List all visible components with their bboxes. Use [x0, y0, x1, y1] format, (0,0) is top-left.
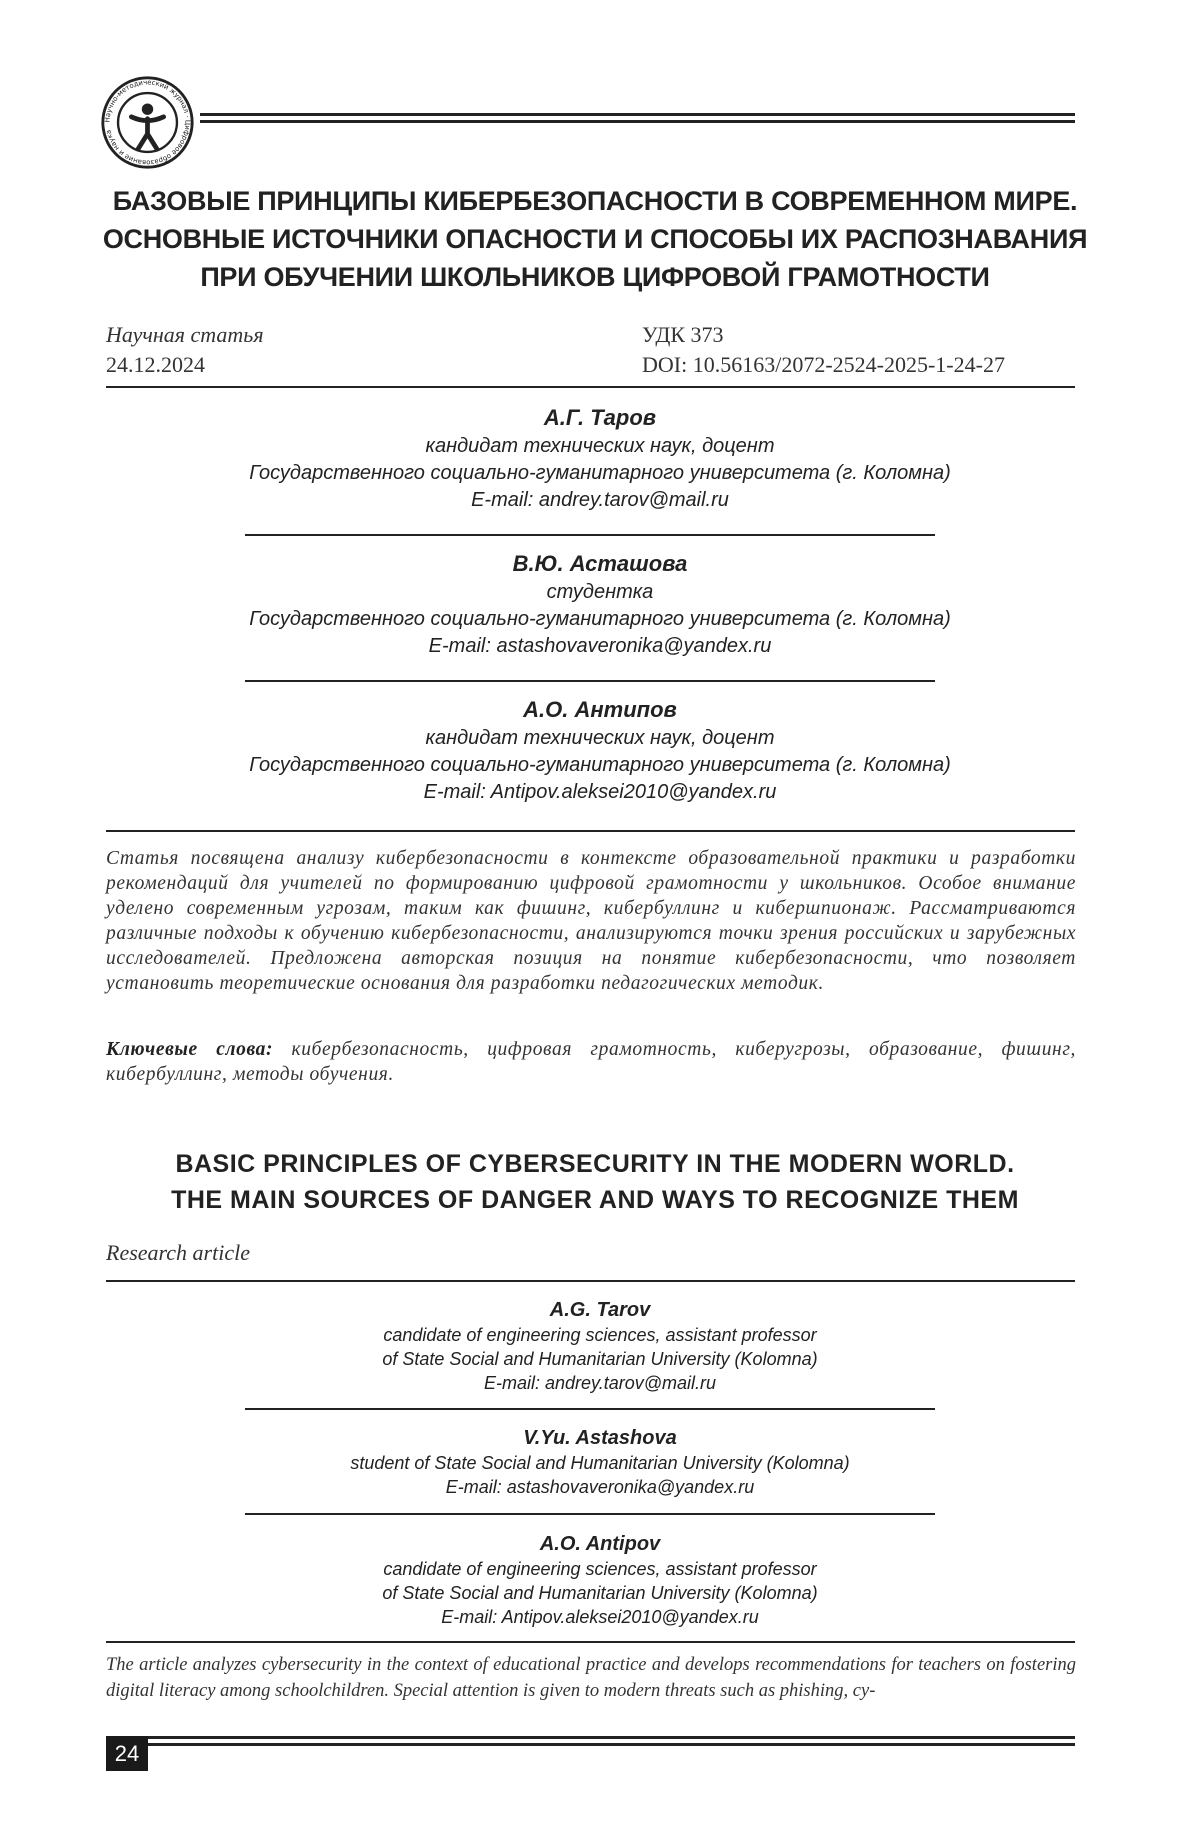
keywords-label: Ключевые слова: [106, 1039, 274, 1060]
author-name: А.О. Антипов [523, 697, 677, 722]
title-ru [95, 182, 1095, 296]
author-position: студентка [546, 581, 654, 603]
abstract-ru: Статья посвящена анализу кибербезопасности в контексте образовательной практики и разработки рекомендаций для учителей по формированию цифровой грамотности у школьников. Особое внимание уделено современным угрозам, таким как фишинг, кибербуллинг и кибершпионаж. Рассматриваются различные подходы к обучению кибербезопасности, анализируются точки зрения российских и зарубежных исследователей. Предложена авторская позиция на понятие кибербезопасности, что позволяет установить теоретические основания для разработки педагогических методик. [106, 848, 1076, 994]
author-email: E-mail: Antipov.aleksei2010@yandex.ru [441, 1607, 759, 1627]
author-divider [245, 1513, 935, 1515]
article-type-en: Research article [106, 1240, 250, 1265]
page-number: 24 [106, 1736, 148, 1771]
footer-rule [106, 1736, 1075, 1750]
keywords-ru [106, 1037, 1076, 1087]
author-email: E-mail: Antipov.aleksei2010@yandex.ru [423, 781, 777, 803]
keywords-text: кибербезопасность, цифровая грамотность, киберугрозы, образование, фишинг, кибербуллинг, методы обучения. [106, 1039, 1076, 1085]
author-divider [245, 534, 935, 536]
logo-figure-head [142, 104, 153, 115]
meta-right [642, 320, 1005, 380]
author-email: E-mail: astashovaveronika@yandex.ru [428, 635, 772, 657]
author-name: В.Ю. Асташова [512, 551, 688, 576]
author-ru-1 [100, 403, 1100, 514]
author-en-1 [100, 1297, 1100, 1395]
author-affiliation: Государственного социально-гуманитарного университета (г. Коломна) [249, 754, 951, 776]
author-position: кандидат технических наук, доцент [425, 435, 775, 457]
author-email: E-mail: andrey.tarov@mail.ru [483, 1373, 716, 1393]
author-affiliation: Государственного социально-гуманитарного университета (г. Коломна) [249, 608, 951, 630]
authors-en-end-divider [106, 1641, 1075, 1643]
author-affiliation: of State Social and Humanitarian University (Kolomna) [382, 1349, 818, 1369]
title-en [95, 1146, 1095, 1218]
author-position: candidate of engineering sciences, assistant professor [383, 1559, 817, 1579]
logo-ring-text: Научно-методический журнал · Цифровое образование и наука [103, 78, 192, 167]
author-name: А.Г. Таров [543, 405, 657, 430]
author-affiliation: Государственного социально-гуманитарного университета (г. Коломна) [249, 462, 951, 484]
author-en-3 [100, 1531, 1100, 1629]
author-affiliation: of State Social and Humanitarian University (Kolomna) [382, 1583, 818, 1603]
author-ru-3 [100, 695, 1100, 806]
type-en-divider [106, 1280, 1075, 1282]
author-ru-2 [100, 549, 1100, 660]
author-name: A.G. Tarov [549, 1299, 651, 1321]
meta-divider [106, 386, 1075, 388]
header-rule [200, 113, 1075, 127]
meta-left [106, 320, 264, 380]
author-position: candidate of engineering sciences, assistant professor [383, 1325, 817, 1345]
article-type-ru: Научная статья [106, 322, 264, 347]
logo-figure-body [131, 117, 163, 149]
author-email: E-mail: astashovaveronika@yandex.ru [445, 1477, 755, 1497]
title-ru-line: ОСНОВНЫЕ ИСТОЧНИКИ ОПАСНОСТИ И СПОСОБЫ ИХ РАСПОЗНАВАНИЯ [102, 224, 1088, 254]
authors-ru-end-divider [106, 830, 1075, 832]
journal-logo-icon [100, 75, 195, 170]
doi: DOI: 10.56163/2072-2524-2025-1-24-27 [642, 352, 1005, 377]
title-en-line: BASIC PRINCIPLES OF CYBERSECURITY IN THE MODERN WORLD. [175, 1150, 1015, 1178]
title-ru-line: ПРИ ОБУЧЕНИИ ШКОЛЬНИКОВ ЦИФРОВОЙ ГРАМОТНОСТИ [200, 262, 990, 292]
author-divider [245, 1408, 935, 1410]
title-en-line: THE MAIN SOURCES OF DANGER AND WAYS TO RECOGNIZE THEM [171, 1186, 1019, 1214]
udc-code: УДК 373 [642, 322, 724, 347]
article-date: 24.12.2024 [106, 352, 205, 377]
title-ru-line: БАЗОВЫЕ ПРИНЦИПЫ КИБЕРБЕЗОПАСНОСТИ В СОВРЕМЕННОМ МИРЕ. [112, 186, 1078, 216]
author-email: E-mail: andrey.tarov@mail.ru [471, 489, 729, 511]
author-en-2 [100, 1425, 1100, 1499]
author-name: A.O. Antipov [539, 1533, 661, 1555]
author-affiliation: student of State Social and Humanitarian University (Kolomna) [350, 1453, 850, 1473]
author-divider [245, 680, 935, 682]
author-position: кандидат технических наук, доцент [425, 727, 775, 749]
abstract-en: The article analyzes cybersecurity in the context of educational practice and develops recommendations for teachers on fostering digital literacy among schoolchildren. Special attention is given to modern threats such as phishing, cy- [106, 1655, 1076, 1701]
author-name: V.Yu. Astashova [523, 1427, 677, 1449]
